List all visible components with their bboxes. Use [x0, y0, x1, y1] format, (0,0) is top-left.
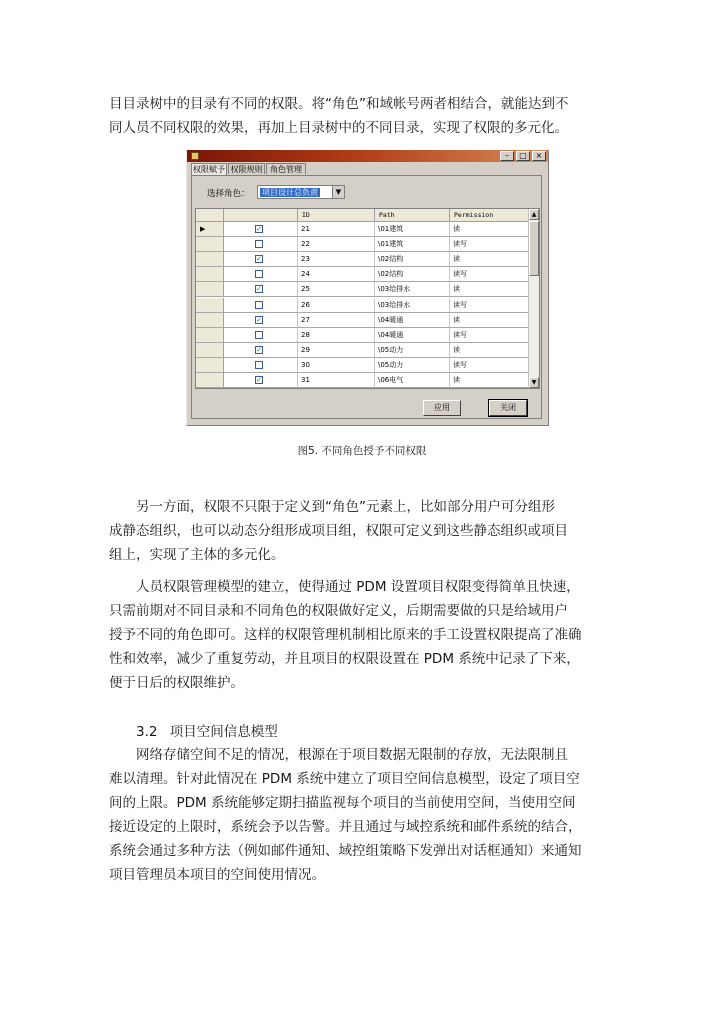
- intro-line: 目目录树中的目录有不同的权限。将“角色”和域帐号两者相结合，就能达到不: [109, 96, 569, 112]
- row-selector[interactable]: [196, 328, 224, 342]
- intro-paragraph: [109, 92, 619, 140]
- cell-permission[interactable]: 读: [450, 343, 529, 357]
- select-role-label: 选择角色：: [207, 189, 250, 199]
- table-row[interactable]: [196, 298, 529, 313]
- checkbox-cell: [224, 373, 298, 387]
- paragraph-line: 间的上限。PDM 系统能够定期扫描监视每个项目的当前使用空间，当使用空间: [109, 795, 576, 811]
- checkbox-cell: [224, 298, 298, 312]
- row-header-corner: [196, 209, 224, 221]
- tab-permission-grant[interactable]: 权限赋予: [193, 165, 225, 174]
- cell-path[interactable]: \06电气: [375, 373, 450, 387]
- minimize-icon[interactable]: –: [500, 151, 514, 161]
- grid-header: [196, 209, 529, 222]
- cell-permission[interactable]: 读写: [450, 358, 529, 372]
- checkbox-checked[interactable]: ✓: [256, 345, 262, 354]
- checkbox-column-header: [224, 209, 298, 221]
- role-select[interactable]: [257, 185, 345, 199]
- paragraph-line: 接近设定的上限时，系统会予以告警。并且通过与域控系统和邮件系统的结合，: [109, 819, 582, 835]
- vertical-scrollbar[interactable]: [528, 209, 539, 388]
- checkbox-checked[interactable]: ✓: [256, 255, 262, 264]
- cell-path[interactable]: \05动力: [375, 343, 450, 357]
- row-selector[interactable]: [196, 313, 224, 327]
- cell-id[interactable]: 27: [298, 313, 375, 327]
- row-selector[interactable]: [196, 358, 224, 372]
- cell-permission[interactable]: 读写: [450, 267, 529, 281]
- tab-role-management[interactable]: 角色管理: [266, 163, 306, 174]
- figure-caption: 图5. 不同角色授予不同权限: [297, 445, 427, 457]
- paragraph-line: 性和效率，减少了重复劳动，并且项目的权限设置在 PDM 系统中记录了下来，: [109, 651, 580, 667]
- apply-button[interactable]: 应用: [423, 400, 461, 416]
- cell-id[interactable]: 30: [298, 358, 375, 372]
- cell-path[interactable]: \04暖通: [375, 328, 450, 342]
- checkbox-cell: [224, 343, 298, 357]
- cell-path[interactable]: \04暖通: [375, 313, 450, 327]
- cell-id[interactable]: 24: [298, 267, 375, 281]
- paragraph-line: 组上，实现了主体的多元化。: [109, 547, 285, 563]
- cell-path[interactable]: \05动力: [375, 358, 450, 372]
- row-selector[interactable]: [196, 343, 224, 357]
- table-row[interactable]: [196, 343, 529, 358]
- table-row[interactable]: [196, 222, 529, 237]
- row-selector[interactable]: [196, 267, 224, 281]
- cell-id[interactable]: 31: [298, 373, 375, 387]
- cell-permission[interactable]: 读写: [450, 237, 529, 251]
- paragraph-line: 便于日后的权限维护。: [109, 675, 244, 691]
- cell-id[interactable]: 21: [298, 222, 375, 236]
- checkbox-unchecked[interactable]: [255, 270, 263, 278]
- cell-permission[interactable]: 读写: [450, 328, 529, 342]
- cell-path[interactable]: \02结构: [375, 267, 450, 281]
- checkbox-cell: [224, 237, 298, 251]
- cell-path[interactable]: \03给排水: [375, 298, 450, 312]
- scroll-down-icon[interactable]: ▼: [529, 377, 539, 388]
- paragraph-2: [109, 575, 619, 695]
- checkbox-checked[interactable]: ✓: [256, 315, 262, 324]
- paragraph-3: [109, 743, 619, 887]
- section-number: 3.2: [136, 724, 158, 740]
- close-icon[interactable]: ×: [532, 151, 546, 161]
- cell-id[interactable]: 26: [298, 298, 375, 312]
- row-selector[interactable]: [196, 282, 224, 296]
- cell-id[interactable]: 25: [298, 282, 375, 296]
- current-row-icon: ▶: [200, 225, 206, 233]
- paragraph-line: 只需前期对不同目录和不同角色的权限做好定义，后期需要做的只是给域用户: [109, 603, 568, 619]
- scrollbar-thumb[interactable]: [529, 221, 539, 276]
- cell-permission[interactable]: 读写: [450, 298, 529, 312]
- table-row[interactable]: [196, 237, 529, 252]
- cell-path[interactable]: \01建筑: [375, 222, 450, 236]
- checkbox-checked[interactable]: ✓: [256, 225, 262, 233]
- cell-id[interactable]: 28: [298, 328, 375, 342]
- section-title: 项目空间信息模型: [169, 724, 278, 740]
- checkbox-cell: [224, 252, 298, 266]
- checkbox-unchecked[interactable]: [255, 331, 263, 339]
- cell-permission[interactable]: 读: [450, 313, 529, 327]
- dialog-titlebar: [187, 150, 548, 162]
- close-button[interactable]: 关闭: [489, 400, 527, 416]
- cell-permission[interactable]: 读: [450, 222, 529, 236]
- checkbox-cell: [224, 222, 298, 236]
- section-heading: [136, 720, 278, 740]
- checkbox-unchecked[interactable]: [255, 301, 263, 309]
- table-row[interactable]: [196, 252, 529, 267]
- checkbox-cell: [224, 267, 298, 281]
- cell-id[interactable]: 23: [298, 252, 375, 266]
- table-row[interactable]: [196, 373, 529, 388]
- paragraph-1: [109, 495, 619, 567]
- tab-permission-rules[interactable]: 权限规则: [228, 163, 265, 174]
- maximize-icon[interactable]: □: [516, 151, 530, 161]
- checkbox-cell: [224, 313, 298, 327]
- row-selector[interactable]: [196, 252, 224, 266]
- cell-permission[interactable]: 读: [450, 373, 529, 387]
- paragraph-line: 人员权限管理模型的建立，使得通过 PDM 设置项目权限变得简单且快速，: [136, 579, 580, 595]
- checkbox-cell: [224, 328, 298, 342]
- chevron-down-icon[interactable]: ▼: [332, 186, 344, 198]
- checkbox-unchecked[interactable]: [255, 361, 263, 369]
- paragraph-line: 项目管理员本项目的空间使用情况。: [109, 867, 325, 883]
- column-header-permission[interactable]: Permission: [450, 209, 529, 221]
- table-row[interactable]: [196, 328, 529, 343]
- checkbox-unchecked[interactable]: [255, 240, 263, 248]
- checkbox-checked[interactable]: ✓: [256, 376, 262, 384]
- checkbox-checked[interactable]: ✓: [256, 285, 262, 294]
- scroll-up-icon[interactable]: ▲: [529, 209, 539, 220]
- paragraph-line: 另一方面，权限不只限于定义到“角色”元素上，比如部分用户可分组形: [136, 499, 555, 515]
- permission-dialog: [186, 150, 549, 426]
- column-header-id[interactable]: ID: [298, 209, 375, 221]
- permission-grid: [195, 208, 540, 389]
- cell-path[interactable]: \02结构: [375, 252, 450, 266]
- paragraph-line: 授予不同的角色即可。这样的权限管理机制相比原来的手工设置权限提高了准确: [109, 627, 582, 643]
- cell-id[interactable]: 22: [298, 237, 375, 251]
- table-row[interactable]: [196, 282, 529, 297]
- paragraph-line: 系统会通过多种方法（例如邮件通知、域控组策略下发弹出对话框通知）来通知: [109, 843, 582, 859]
- column-header-path[interactable]: Path: [375, 209, 450, 221]
- table-row[interactable]: [196, 313, 529, 328]
- checkbox-cell: [224, 282, 298, 296]
- row-selector[interactable]: [196, 298, 224, 312]
- checkbox-cell: [224, 358, 298, 372]
- cell-path[interactable]: \03给排水: [375, 282, 450, 296]
- paragraph-line: 网络存储空间不足的情况，根源在于项目数据无限制的存放，无法限制且: [136, 747, 568, 763]
- row-selector[interactable]: [196, 373, 224, 387]
- paragraph-line: 成静态组织，也可以动态分组形成项目组，权限可定义到这些静态组织或项目: [109, 523, 568, 539]
- role-select-value: 项目设计总负责: [262, 188, 318, 197]
- cell-permission[interactable]: 读: [450, 282, 529, 296]
- app-icon: [191, 152, 199, 160]
- table-row[interactable]: [196, 358, 529, 373]
- cell-id[interactable]: 29: [298, 343, 375, 357]
- row-selector[interactable]: [196, 222, 224, 236]
- row-selector[interactable]: [196, 237, 224, 251]
- cell-path[interactable]: \01建筑: [375, 237, 450, 251]
- paragraph-line: 难以清理。针对此情况在 PDM 系统中建立了项目空间信息模型，设定了项目空: [109, 771, 580, 787]
- table-row[interactable]: [196, 267, 529, 282]
- cell-permission[interactable]: 读: [450, 252, 529, 266]
- intro-line: 同人员不同权限的效果，再加上目录树中的不同目录，实现了权限的多元化。: [109, 120, 568, 136]
